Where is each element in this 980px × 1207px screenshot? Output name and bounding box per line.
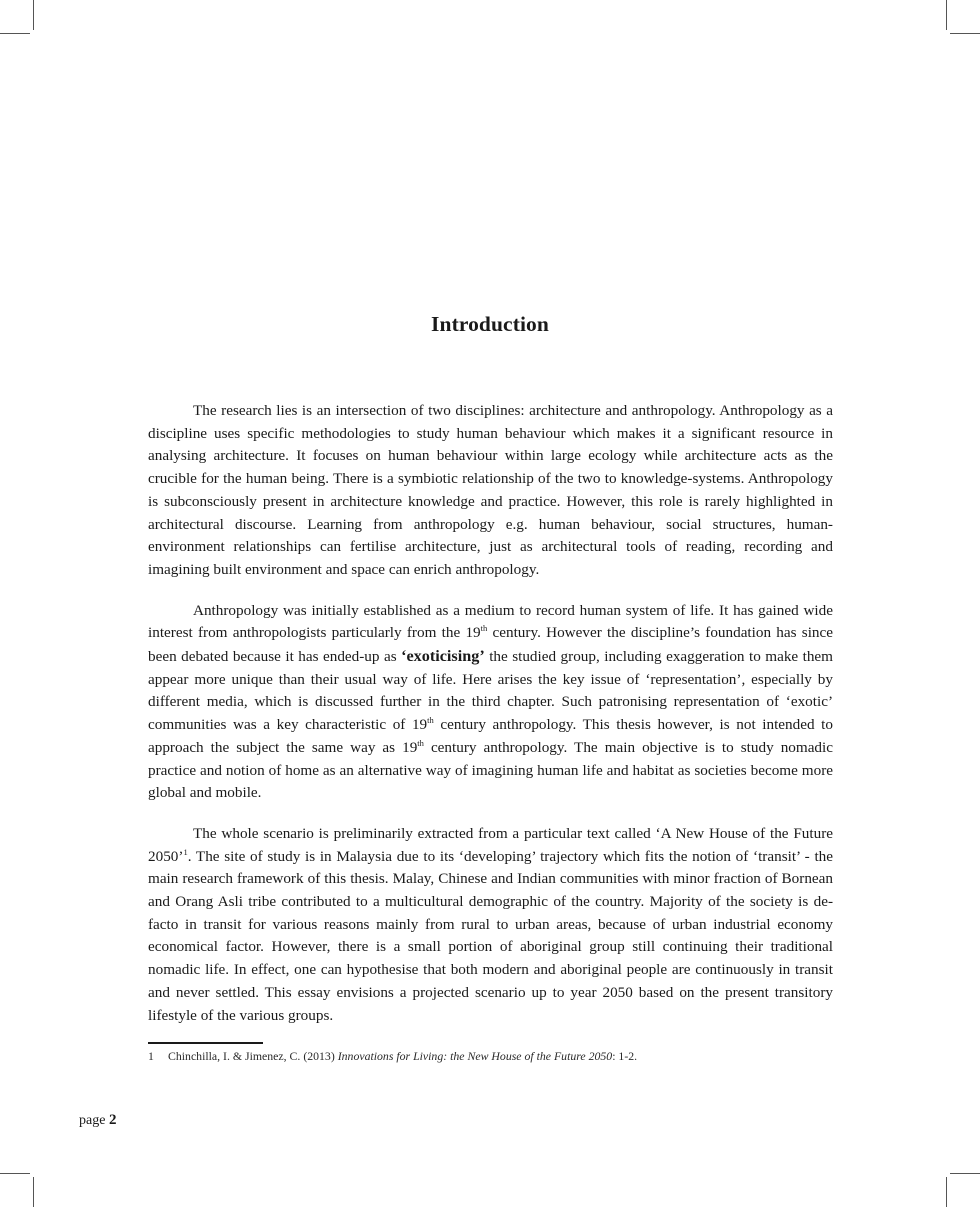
crop-mark <box>950 33 980 34</box>
crop-mark <box>0 33 30 34</box>
paragraph-3 <box>148 823 833 1027</box>
text-span: century anthropology. This thesis however, is not intended to approach the subject the same way as 19 <box>148 716 833 756</box>
footnote-number: 1 <box>148 1049 154 1063</box>
paragraph-2 <box>148 600 833 805</box>
text-span: Anthropology was initially established as a medium to record human system of life. It has gained wide interest from anthropologists particularly from the 19 <box>148 601 833 642</box>
footnote <box>148 1048 637 1064</box>
superscript: th <box>417 737 424 748</box>
text-span: century. However the discipline’s foundation has since been debated because it has ended-up as <box>148 624 834 666</box>
footnote-work-title: Innovations for Living: the New House of the Future 2050 <box>337 1049 613 1063</box>
emphasis-text: ‘exoticising’ <box>401 647 485 666</box>
page-number <box>79 1112 116 1129</box>
crop-mark <box>33 0 34 30</box>
crop-mark <box>950 1173 980 1174</box>
body-text <box>148 400 833 1045</box>
text-span: century anthropology. The main objective is to study nomadic practice and notion of home as an alternative way of imagining human life and habitat as societies become more global and mobile. <box>148 738 833 802</box>
text-span: the studied group, including exaggeration to make them appear more unique than their usual way of life. Here arises the key issue of ‘representation’, especially by different media, which is discussed further in the third chapter. Such patronising representation of ‘exotic’ communities was a key characteristic of 19 <box>148 648 833 734</box>
crop-mark <box>946 0 947 30</box>
superscript: th <box>480 623 488 634</box>
footnote-pages: : 1-2. <box>612 1049 638 1063</box>
text-span: The whole scenario is preliminarily extracted from a particular text called ‘A New House of the Future 2050’ <box>148 824 833 865</box>
text-span: . The site of study is in Malaysia due to its ‘developing’ trajectory which fits the notion of ‘transit’ - the main research framework of this thesis. Malay, Chinese and Indian communities with minor fraction of Bornean and Orang Asli tribe contributed to a multicultural demographic of the country. Majority of the society is de-facto in transit for various reasons mainly from rural to urban areas, because of urban industrial economy economical factor. However, there is a small portion of aboriginal group still continuing their traditional nomadic life. In effect, one can hypothesise that both modern and aboriginal people are continuously in transit and never settled. This essay envisions a projected scenario up to year 2050 based on the present transitory lifestyle of the various groups. <box>148 847 833 1024</box>
footnote-divider <box>148 1042 263 1044</box>
page-label: page <box>79 1113 109 1128</box>
crop-mark <box>946 1177 947 1207</box>
page-title: Introduction <box>431 312 549 336</box>
superscript: th <box>427 715 434 726</box>
crop-mark <box>0 1173 30 1174</box>
footnote-authors: Chinchilla, I. & Jimenez, C. (2013) <box>168 1049 338 1063</box>
footnote-reference[interactable]: 1 <box>183 846 188 857</box>
page-number-value: 2 <box>108 1112 117 1128</box>
crop-mark <box>33 1177 34 1207</box>
paragraph-1: The research lies is an intersection of two disciplines: architecture and anthropology. Anthropology as a discipline uses specific methodologies to study human behaviour which makes it a significant resource in analysing architecture. It focuses on human behaviour within large ecology while architecture acts as the crucible for the human being. There is a symbiotic relationship of the two to knowledge-systems. Anthropology is subconsciously present in architecture knowledge and practice. However, this role is rarely highlighted in architectural discourse. Learning from anthropology e.g. human behaviour, social structures, human-environment relationships can fertilise architecture, just as architectural tools of reading, recording and imagining built environment and space can enrich anthropology. <box>148 402 833 578</box>
